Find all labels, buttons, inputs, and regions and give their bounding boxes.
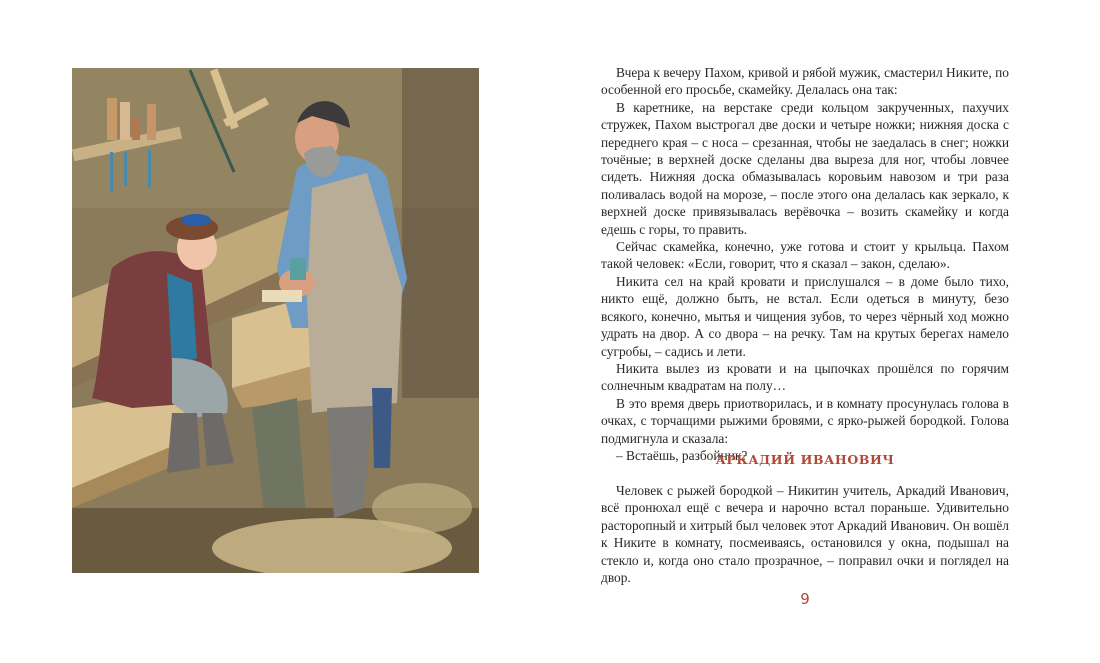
- illustration-image: [72, 68, 479, 573]
- paragraph: В это время дверь приотворилась, и в комнату просунулась голова в очках, с торчащими рыжими бровями, с ярко-рыжей бородкой. Голова подмигнула и сказала:: [601, 395, 1009, 446]
- paragraph: Сейчас скамейка, конечно, уже готова и стоит у крыльца. Пахом такой человек: «Если, говорит, что я сказал – закон, сделаю».: [601, 239, 1009, 272]
- main-text: [601, 64, 1009, 464]
- paragraph: Никита сел на край кровати и прислушался – в доме было тихо, никто ещё, должно быть, не встал. Если одеться в минуту, безо всякого, конечно, мытья и чищения зубов, то через чёрный ход можно удрать на двор. А со двора – на речку. Там на крутых берегах намело сугробы, – садись и лети.: [601, 273, 1009, 359]
- paragraph: Никита вылез из кровати и на цыпочках прошёлся по горячим солнечным квадратам на полу…: [601, 360, 1009, 394]
- dialog-line: – Встаёшь, разбойник?: [616, 447, 748, 463]
- paragraph: Вчера к вечеру Пахом, кривой и рябой мужик, смастерил Никите, по особенной его просьбе, скамейку. Делалась она так:: [601, 65, 1009, 98]
- paragraph: Человек с рыжей бородкой – Никитин учитель, Аркадий Иванович, всё пронюхал ещё с вечера и нарочно встал пораньше. Удивительно расторопный и хитрый был человек этот Аркадий Иванович. Он вошёл к Никите в комнату, посмеиваясь, остановился у окна, подышал на стекло и, когда оно стало прозрачное, – поправил очки и поглядел на двор.: [601, 483, 1009, 586]
- page-number: 9: [800, 590, 810, 608]
- paragraph: В каретнике, на верстаке среди кольцом закрученных, пахучих стружек, Пахом выстрогал две доски и четыре ножки; нижняя доска с переднего края – с носа – срезанная, чтобы не заедалась в снег; ножки точёные; в верхней доске сделаны два выреза для ног, чтобы ловчее сидеть. Нижняя доска обмазывалась коровьим навозом и три раза поливалась водой на морозе, – после этого она делалась как зеркало, к верхней доске привязывалась верёвочка – возить скамейку и когда едешь с горы, то править.: [601, 99, 1009, 237]
- workshop-illustration: [72, 68, 479, 573]
- chapter-text: [601, 482, 1009, 586]
- chapter-title: АРКАДИЙ ИВАНОВИЧ: [715, 452, 895, 467]
